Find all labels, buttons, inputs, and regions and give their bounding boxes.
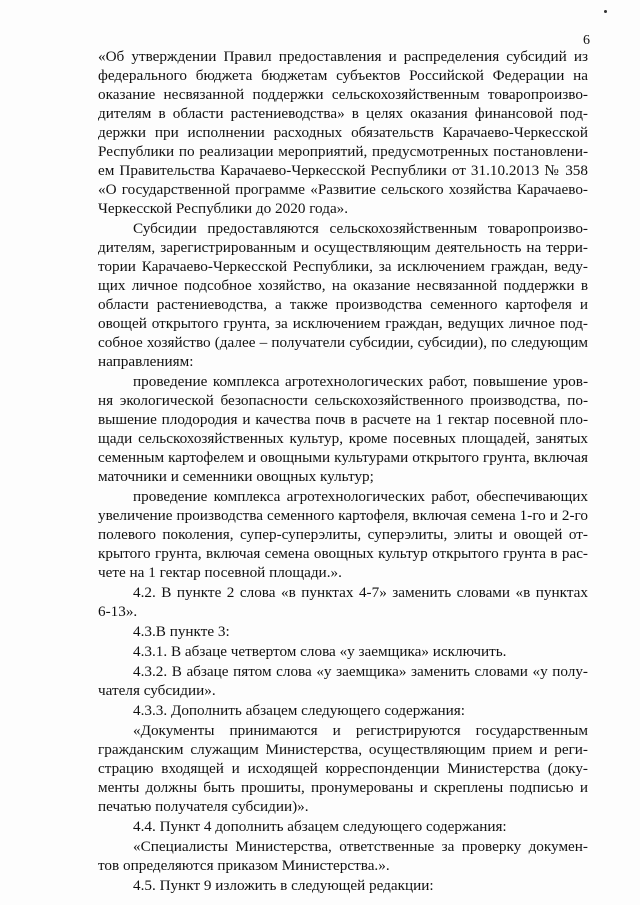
page-number: 6 xyxy=(583,33,590,48)
text-line: менты должны быть прошиты, пронумерованы и скреплены подписью и xyxy=(98,779,588,796)
text-line: собное хозяйство (далее – получатели субсидии, субсидии), по следующим xyxy=(98,334,588,351)
text-line: 4.2. В пункте 2 слова «в пунктах 4-7» заменить словами «в пунктах xyxy=(133,584,588,601)
text-line: гражданским служащим Министерства, осуществляющим прием и реги- xyxy=(98,741,588,758)
text-line: щади сельскохозяйственных культур, кроме посевных площадей, занятых xyxy=(98,430,588,447)
text-line: 4.3.2. В абзаце пятом слова «у заемщика» заменить словами «у полу- xyxy=(133,663,588,680)
scan-dot xyxy=(604,10,607,13)
text-line: проведение комплекса агротехнологических работ, обеспечивающих xyxy=(133,488,588,505)
text-line: 4.3.3. Дополнить абзацем следующего содержания: xyxy=(133,702,465,719)
text-line: Субсидии предоставляются сельскохозяйственным товаропроизво- xyxy=(133,220,588,237)
text-line: Черкесской Республики до 2020 года». xyxy=(98,200,349,217)
text-line: полевого поколения, супер-суперэлиты, суперэлиты, элиты и овощей от- xyxy=(98,526,588,543)
text-line: оказание несвязанной поддержки сельскохозяйственным товаропроизво- xyxy=(98,86,588,103)
text-line: 4.3.1. В абзаце четвертом слова «у заемщика» исключить. xyxy=(133,643,507,660)
text-line: семенным картофелем и овощными культурами открытого грунта, включая xyxy=(98,449,588,466)
text-line: вышение плодородия и качества почв в расчете на 1 гектар посевной пло- xyxy=(98,411,588,428)
text-line: держки при исполнении расходных обязательств Карачаево-Черкесской xyxy=(98,124,588,141)
text-line: проведение комплекса агротехнологических работ, повышение уров- xyxy=(133,373,588,390)
text-line: «Об утверждении Правил предоставления и распределения субсидий из xyxy=(98,48,588,65)
text-line: овощей открытого грунта, за исключением граждан, ведущих личное под- xyxy=(98,315,588,332)
text-line: Республики по реализации мероприятий, предусмотренных постановлени- xyxy=(98,143,588,160)
text-line: страцию входящей и исходящей корреспонденции Министерства (доку- xyxy=(98,760,588,777)
text-line: маточники и семенники овощных культур; xyxy=(98,468,374,485)
text-line: ем Правительства Карачаево-Черкесской Республики от 31.10.2013 № 358 xyxy=(98,162,588,179)
text-line: тов определяются приказом Министерства.». xyxy=(98,857,390,874)
text-line: тории Карачаево-Черкесской Республики, за исключением граждан, веду- xyxy=(98,258,588,275)
text-line: ня экологической безопасности сельскохозяйственного производства, по- xyxy=(98,392,588,409)
text-line: увеличение производства семенного картофеля, включая семена 1-го и 2-го xyxy=(98,507,588,524)
text-line: «Документы принимаются и регистрируются государственным xyxy=(133,722,588,739)
text-line: «Специалисты Министерства, ответственные за проверку докумен- xyxy=(133,838,588,855)
text-line: 4.4. Пункт 4 дополнить абзацем следующего содержания: xyxy=(133,818,507,835)
text-line: области растениеводства, а также производства семенного картофеля и xyxy=(98,296,588,313)
text-line: федерального бюджета бюджетам субъектов Российской Федерации на xyxy=(98,67,588,84)
text-line: 4.5. Пункт 9 изложить в следующей редакции: xyxy=(133,877,434,894)
text-line: чателя субсидии». xyxy=(98,682,216,699)
text-line: щих личное подсобное хозяйство, на оказание несвязанной поддержки в xyxy=(98,277,588,294)
text-line: дителям, зарегистрированным и осуществляющим деятельность на терри- xyxy=(98,239,588,256)
text-line: крытого грунта, включая семена овощных культур открытого грунта в рас- xyxy=(98,545,588,562)
text-line: печатью получателя субсидии)». xyxy=(98,798,309,815)
text-line: направлениям: xyxy=(98,353,194,370)
text-line: чете на 1 гектар посевной площади.». xyxy=(98,564,342,581)
text-line: «О государственной программе «Развитие сельского хозяйства Карачаево- xyxy=(98,181,588,198)
text-line: дителям в области растениеводства» в целях оказания финансовой под- xyxy=(98,105,588,122)
text-line: 6-13». xyxy=(98,603,138,620)
text-line: 4.3.В пункте 3: xyxy=(133,623,230,640)
